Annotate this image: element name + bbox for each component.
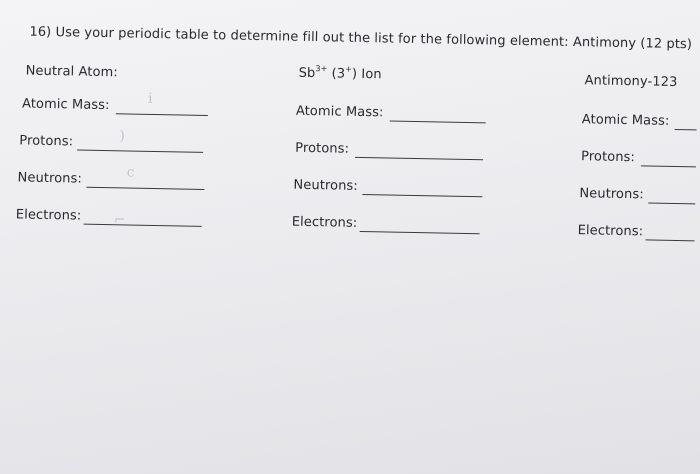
pencil-mark: c: [126, 164, 135, 181]
ion-atomic-mass-blank[interactable]: [390, 121, 486, 124]
ion-protons-blank[interactable]: [355, 157, 483, 160]
pencil-mark: ): [119, 128, 126, 145]
neutral-atom-heading: Neutral Atom:: [25, 63, 118, 81]
isotope-protons-blank[interactable]: [641, 165, 696, 167]
neutral-protons-blank[interactable]: [77, 150, 203, 153]
neutral-protons-label: Protons:: [19, 133, 74, 150]
ion-protons-label: Protons:: [295, 140, 350, 157]
isotope-atomic-mass-label: Atomic Mass:: [581, 112, 670, 129]
pencil-mark: ⌐: [113, 212, 126, 229]
neutral-electrons-label: Electrons:: [15, 207, 82, 224]
ion-heading: $Sb^{3+}$ (3+) Ion: [298, 64, 382, 83]
ion-atomic-mass-label: Atomic Mass:: [295, 103, 384, 121]
isotope-electrons-label: Electrons:: [577, 223, 644, 240]
question-text: Use your periodic table to determine fill out the list for the following element: Antimony (12 pts): [55, 25, 693, 53]
question-header: [29, 25, 692, 53]
isotope-heading: Antimony-123: [584, 73, 678, 91]
isotope-electrons-blank[interactable]: [646, 239, 695, 241]
neutral-neutrons-blank[interactable]: [86, 187, 204, 190]
neutral-atomic-mass-label: Atomic Mass:: [21, 96, 110, 114]
pencil-mark: ⅰ: [147, 90, 153, 107]
ion-electrons-blank[interactable]: [360, 231, 480, 234]
isotope-neutrons-blank[interactable]: [648, 202, 695, 204]
question-number: 16): [29, 24, 52, 40]
ion-electrons-label: Electrons:: [291, 214, 358, 231]
neutral-neutrons-label: Neutrons:: [17, 170, 83, 187]
neutral-electrons-blank[interactable]: [84, 224, 202, 227]
neutral-atomic-mass-blank[interactable]: [116, 113, 208, 116]
ion-neutrons-blank[interactable]: [362, 194, 482, 197]
ion-neutrons-label: Neutrons:: [293, 177, 359, 194]
isotope-atomic-mass-blank[interactable]: [675, 129, 697, 130]
isotope-neutrons-label: Neutrons:: [579, 186, 644, 203]
isotope-protons-label: Protons:: [580, 149, 636, 166]
